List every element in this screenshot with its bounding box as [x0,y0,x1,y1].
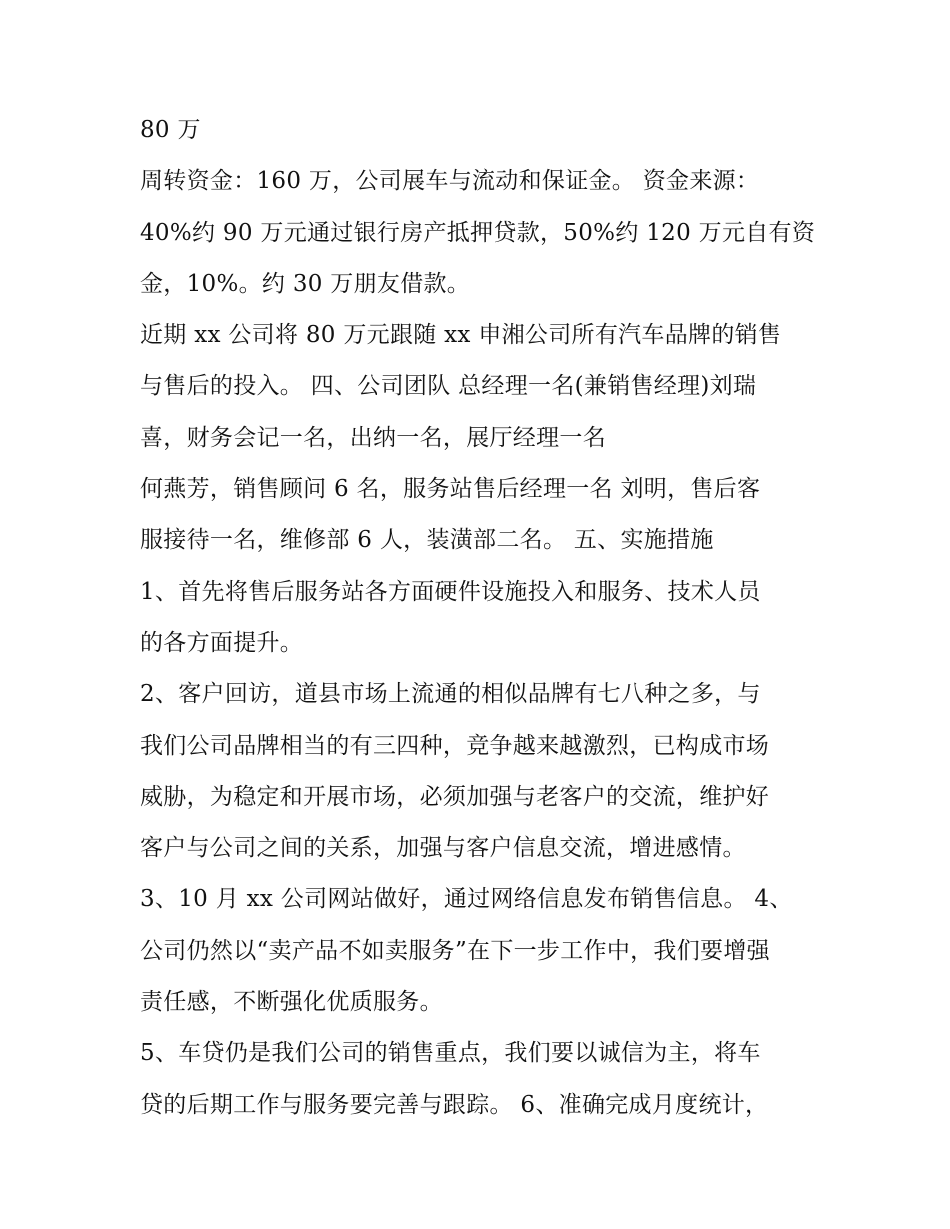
text-line: 2、客户回访，道县市场上流通的相似品牌有七八种之多，与 [140,681,761,708]
text-line: 何燕芳，销售顾问 6 名，服务站售后经理一名 刘明，售后客 [140,476,761,503]
text-line: 客户与公司之间的关系，加强与客户信息交流，增进感情。 [140,835,746,862]
text-line: 3、10 月 xx 公司网站做好，通过网络信息发布销售信息。 4、 [140,886,793,913]
text-line: 的各方面提升。 [140,629,304,656]
text-line: 80 万 [140,117,201,143]
text-line: 金，10%。约 30 万朋友借款。 [140,270,471,297]
document-body [140,112,820,1138]
text-line: 公司仍然以“卖产品不如卖服务”在下一步工作中，我们要增强 [140,937,770,964]
text-line: 喜，财务会记一名，出纳一名，展厅经理一名 [140,424,606,451]
text-line: 近期 xx 公司将 80 万元跟随 xx 申湘公司所有汽车品牌的销售 [140,322,782,349]
text-line: 1、首先将售后服务站各方面硬件设施投入和服务、技术人员 [140,578,761,605]
text-line: 周转资金：160 万，公司展车与流动和保证金。 资金来源： [140,168,760,195]
text-line: 服接待一名，维修部 6 人，装潢部二名。 五、实施措施 [140,527,714,554]
text-line: 40%约 90 万元通过银行房产抵押贷款，50%约 120 万元自有资 [140,219,816,246]
text-line: 我们公司品牌相当的有三四种，竞争越来越激烈，已构成市场 [140,732,770,759]
text-line: 5、车贷仍是我们公司的销售重点，我们要以诚信为主，将车 [140,1040,761,1067]
text-line: 贷的后期工作与服务要完善与跟踪。 6、准确完成月度统计， [140,1091,769,1118]
text-line: 与售后的投入。 四、公司团队 总经理一名(兼销售经理)刘瑞 [140,373,757,400]
text-line: 威胁，为稳定和开展市场，必须加强与老客户的交流，维护好 [140,783,770,810]
text-line: 责任感，不断强化优质服务。 [140,989,443,1016]
